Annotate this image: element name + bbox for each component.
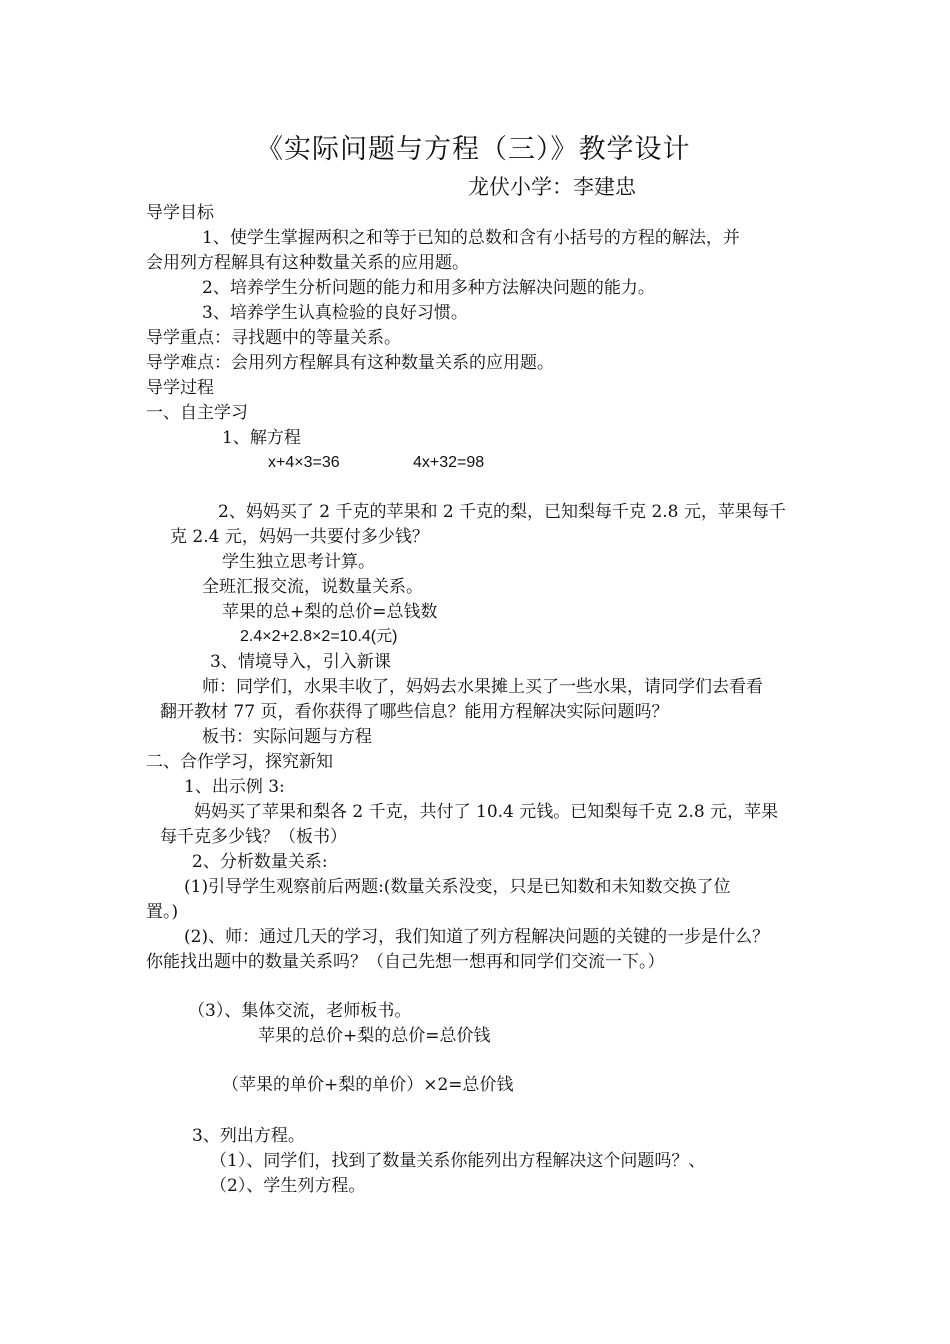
class-report: 全班汇报交流，说数量关系。 [202,577,423,597]
goal-item-2: 2、培养学生分析问题的能力和用多种方法解决问题的能力。 [202,278,655,298]
example-problem-line-1: 妈妈买了苹果和梨各 2 千克，共付了 10.4 元钱。已知梨每千克 2.8 元，苹果 [194,802,779,822]
students-write-equation: （2）、学生列方程。 [210,1176,366,1196]
section-1-step-1: 1、解方程 [222,428,301,448]
teacher-talk-line-1: 师：同学们，水果丰收了，妈妈去水果摊上买了一些水果，请同学们去看看 [202,677,763,697]
section-1-step-2-line-2: 克 2.4 元，妈妈一共要付多少钱？ [170,527,429,547]
independent-thinking: 学生独立思考计算。 [222,552,375,572]
difficulty-point: 导学难点：会用列方程解具有这种数量关系的应用题。 [146,353,554,373]
equation-question: （1）、同学们，找到了数量关系你能列出方程解决这个问题吗？、 [210,1151,706,1171]
section-1-step-3: 3、情境导入，引入新课 [210,652,391,672]
guide-line-2: 置。) [146,902,179,922]
goal-item-1-line-2: 会用列方程解具有这种数量关系的应用题。 [146,253,469,273]
teacher-question-line-2: 你能找出题中的数量关系吗？（自己先想一想再和同学们交流一下。） [146,952,665,972]
quantity-relation-1: 苹果的总+梨的总价=总钱数 [222,602,438,622]
goal-item-3: 3、培养学生认真检验的良好习惯。 [202,303,468,323]
document-title: 《实际问题与方程（三）》教学设计 [256,134,691,165]
example-problem-line-2: 每千克多少钱？（板书） [160,827,347,847]
equation-2: 4x+32=98 [413,454,485,471]
teacher-question-line-1: (2)、师：通过几天的学习，我们知道了列方程解决问题的关键的一步是什么？ [184,927,770,947]
calculation: 2.4×2+2.8×2=10.4(元) [240,628,398,645]
process-heading: 导学过程 [146,378,214,398]
equation-1: x+4×3=36 [268,454,340,471]
quantity-relation-3: （苹果的单价+梨的单价）×2=总价钱 [222,1075,514,1095]
section-1-heading: 一、自主学习 [146,403,248,423]
example-3: 1、出示例 3: [184,777,285,797]
teacher-talk-line-2: 翻开教材 77 页，看你获得了哪些信息？能用方程解决实际问题吗？ [160,702,669,722]
board-writing: 板书：实际问题与方程 [202,727,372,747]
section-2-heading: 二、合作学习，探究新知 [146,752,333,772]
analyze-relation: 2、分析数量关系: [192,852,328,872]
goal-item-1-line-1: 1、使学生掌握两积之和等于已知的总数和含有小括号的方程的解法，并 [202,228,740,248]
quantity-relation-2: 苹果的总价+梨的总价=总价钱 [258,1026,491,1046]
collective-exchange: （3）、集体交流，老师板书。 [188,1001,412,1021]
section-2-step-3: 3、列出方程。 [192,1126,305,1146]
author-line: 龙伏小学：李建忠 [468,175,636,199]
key-point: 导学重点：寻找题中的等量关系。 [146,328,401,348]
guide-line-1: (1)引导学生观察前后两题:(数量关系没变，只是已知数和未知数交换了位 [184,877,731,897]
goals-heading: 导学目标 [146,203,214,223]
section-1-step-2-line-1: 2、妈妈买了 2 千克的苹果和 2 千克的梨，已知梨每千克 2.8 元，苹果每千 [218,502,786,522]
